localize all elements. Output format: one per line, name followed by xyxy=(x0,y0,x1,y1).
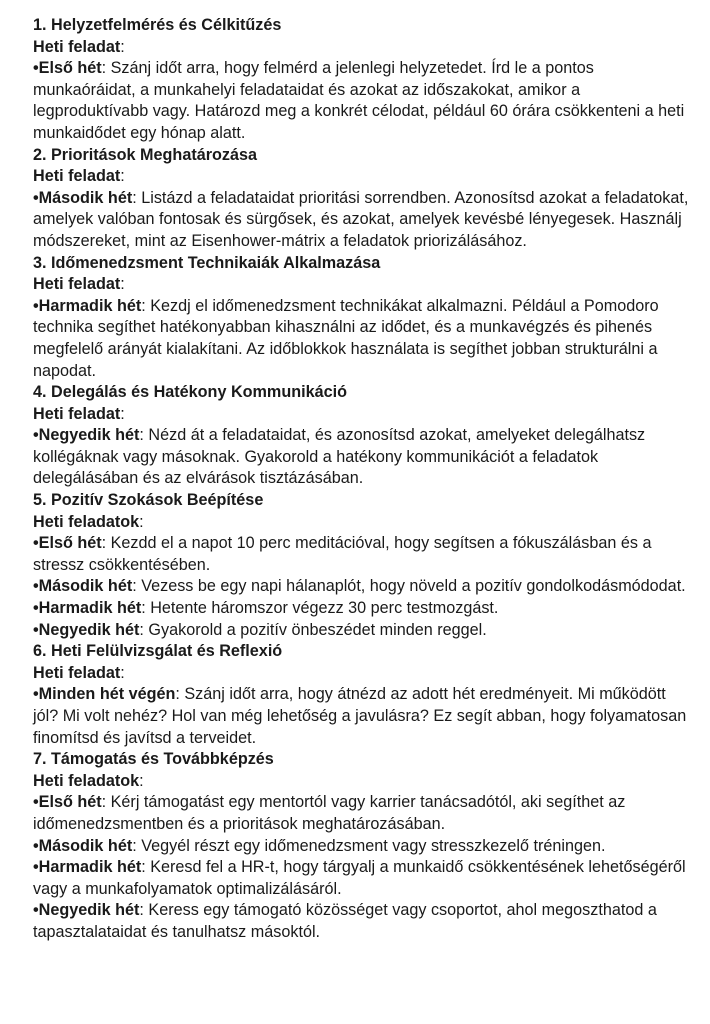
task-label xyxy=(33,37,690,59)
item-week: •Második hét xyxy=(33,577,133,596)
list-item xyxy=(33,296,690,382)
section-title: 4. Delegálás és Hatékony Kommunikáció xyxy=(33,383,347,402)
item-text: : Listázd a feladataidat prioritási sorrendben. Azonosítsd azokat a feladatokat, amelyek valóban fontosak és sürgősek, és azokat, amelyek kevésbé lényegesek. Használj módszereket, mint az Eisenhower-mátrix a feladatok priorizálásához. xyxy=(33,188,689,250)
task-label-colon: : xyxy=(139,771,144,790)
task-label-colon: : xyxy=(120,37,125,56)
list-item xyxy=(33,684,690,749)
task-label-text: Heti feladatok xyxy=(33,512,140,531)
task-label xyxy=(33,663,690,685)
list-item xyxy=(33,598,690,620)
task-label-text: Heti feladat xyxy=(33,663,121,682)
item-week: •Második hét xyxy=(33,188,133,207)
item-week: •Első hét xyxy=(33,534,102,553)
item-text: : Kezdj el időmenedzsment technikákat alkalmazni. Például a Pomodoro technika segíthet hatékonyabban kihasználni az idődet, és a munkavégzés és pihenés megfelelő arányát kialakítani. Az időblokkok használata is segíthet jobban strukturálni a napodat. xyxy=(33,296,659,380)
list-item xyxy=(33,857,690,900)
list-item xyxy=(33,576,690,598)
section xyxy=(33,490,690,641)
section-title: 5. Pozitív Szokások Beépítése xyxy=(33,491,264,510)
task-label xyxy=(33,274,690,296)
item-week: •Harmadik hét xyxy=(33,599,142,618)
task-label-text: Heti feladat xyxy=(33,167,121,186)
task-label-colon: : xyxy=(139,512,144,531)
item-text: : Keresd fel a HR-t, hogy tárgyalj a munkaidő csökkentésének lehetőségéről vagy a munkafolyamatok optimalizálásáról. xyxy=(33,858,686,898)
section xyxy=(33,641,690,749)
section xyxy=(33,15,690,145)
section-title: 3. Időmenedzsment Technikaiák Alkalmazása xyxy=(33,253,381,272)
item-text: : Vezess be egy napi hálanaplót, hogy növeld a pozitív gondolkodásmódodat. xyxy=(132,577,686,596)
list-item xyxy=(33,188,690,253)
task-label-colon: : xyxy=(120,167,125,186)
item-text: : Nézd át a feladataidat, és azonosítsd azokat, amelyeket delegálhatsz kollégáknak vagy másoknak. Gyakorold a hatékony kommunikációt a feladatok delegálásában és az elvárások tisztázásában. xyxy=(33,426,646,488)
task-label-text: Heti feladat xyxy=(33,404,121,423)
item-week: •Negyedik hét xyxy=(33,426,140,445)
item-week: •Első hét xyxy=(33,793,102,812)
item-week: •Harmadik hét xyxy=(33,858,142,877)
section xyxy=(33,382,690,490)
item-text: : Vegyél részt egy időmenedzsment vagy stresszkezelő tréningen. xyxy=(132,836,606,855)
section xyxy=(33,145,690,253)
task-label-colon: : xyxy=(120,404,125,423)
section-title: 1. Helyzetfelmérés és Célkitűzés xyxy=(33,16,282,34)
item-text: : Szánj időt arra, hogy átnézd az adott hét eredményeit. Mi működött jól? Mi volt nehéz? Hol van még lehetőség a javulásra? Ez segít abban, hogy folyamatosan finomítsd és javítsd a terveidet. xyxy=(33,685,687,747)
list-item xyxy=(33,900,690,943)
item-week: •Negyedik hét xyxy=(33,620,140,639)
item-text: : Keress egy támogató közösséget vagy csoportot, ahol megoszthatod a tapasztalataidat és tanulhatsz másoktól. xyxy=(33,901,657,941)
item-week: •Második hét xyxy=(33,836,133,855)
list-item xyxy=(33,836,690,858)
task-label xyxy=(33,404,690,426)
item-week: •Negyedik hét xyxy=(33,901,140,920)
section-title: 6. Heti Felülvizsgálat és Reflexió xyxy=(33,642,283,661)
section xyxy=(33,749,690,943)
task-label xyxy=(33,166,690,188)
section-title: 7. Támogatás és Továbbképzés xyxy=(33,750,274,769)
task-label xyxy=(33,512,690,534)
list-item xyxy=(33,425,690,490)
list-item xyxy=(33,620,690,642)
item-text: : Hetente háromszor végezz 30 perc testmozgást. xyxy=(141,599,499,618)
item-text: : Kezdd el a napot 10 perc meditációval, hogy segítsen a fókuszálásban és a stressz csökkentésében. xyxy=(33,534,652,574)
task-label-colon: : xyxy=(120,663,125,682)
section-title: 2. Prioritások Meghatározása xyxy=(33,145,258,164)
section xyxy=(33,253,690,383)
list-item xyxy=(33,58,690,144)
task-label-text: Heti feladatok xyxy=(33,771,140,790)
task-label-text: Heti feladat xyxy=(33,37,121,56)
list-item xyxy=(33,533,690,576)
task-label-colon: : xyxy=(120,275,125,294)
task-label xyxy=(33,771,690,793)
task-label-text: Heti feladat xyxy=(33,275,121,294)
list-item xyxy=(33,792,690,835)
item-text: : Szánj időt arra, hogy felmérd a jelenlegi helyzetedet. Írd le a pontos munkaóráidat, a munkahelyi feladataidat és azokat az időszakokat, amikor a legproduktívabb vagy. Határozd meg a konkrét célodat, például 60 órára csökkenteni a heti munkaidődet egy hónap alatt. xyxy=(33,59,685,142)
item-week: •Első hét xyxy=(33,59,102,78)
item-week: •Harmadik hét xyxy=(33,296,142,315)
item-text: : Kérj támogatást egy mentortól vagy karrier tanácsadótól, aki segíthet az időmenedzsmentben és a prioritások meghatározásában. xyxy=(33,793,626,833)
item-week: •Minden hét végén xyxy=(33,685,176,704)
item-text: : Gyakorold a pozitív önbeszédet minden reggel. xyxy=(139,620,487,639)
